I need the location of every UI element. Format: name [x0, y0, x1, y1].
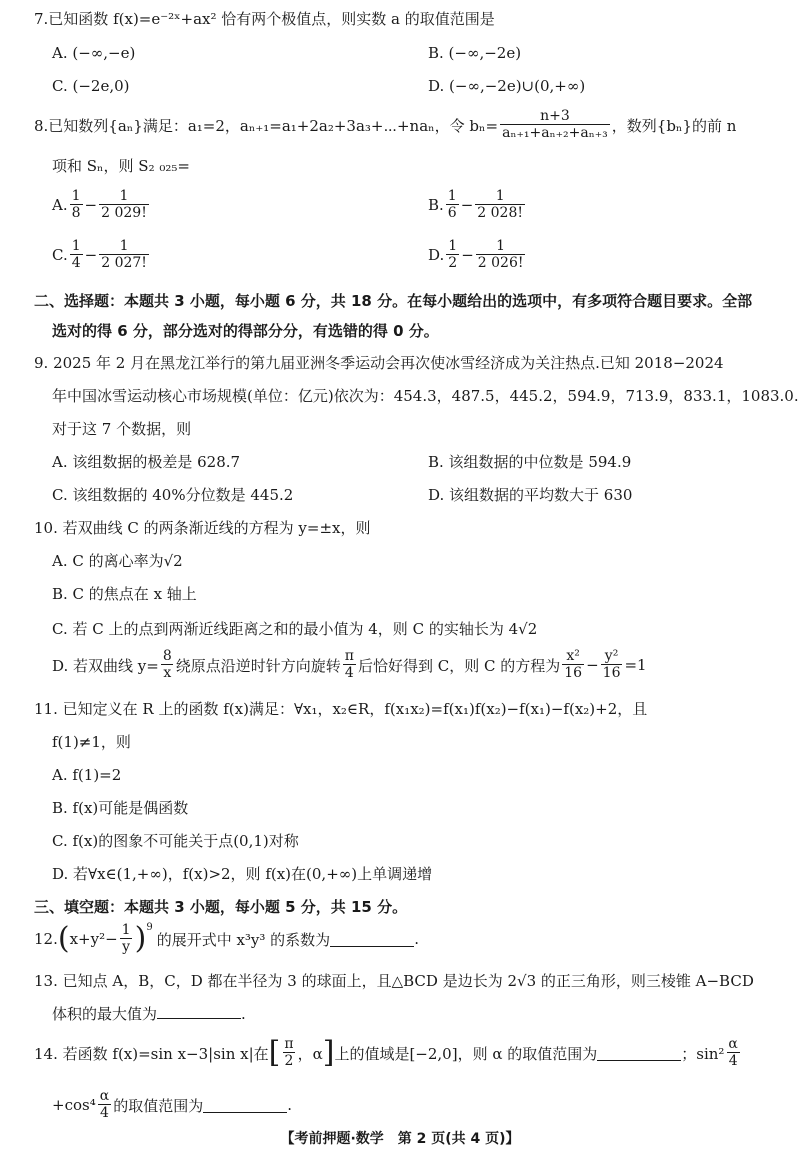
q9-option-b: B. 该组数据的中位数是 594.9 [428, 453, 632, 471]
frac-den: 2 029! [101, 205, 147, 221]
q9-option-a: A. 该组数据的极差是 628.7 [52, 453, 241, 471]
q8-option-d [428, 238, 527, 272]
fraction [446, 238, 459, 272]
frac-num: 1 [448, 238, 458, 254]
q8-stem-post: ，数列{bₙ}的前 n [611, 116, 737, 135]
q11-option-b: B. f(x)可能是偶函数 [52, 799, 189, 817]
answer-blank[interactable] [157, 1004, 241, 1019]
q10-option-b: B. C 的焦点在 x 轴上 [52, 585, 197, 603]
frac-num: 1 [119, 238, 129, 254]
option-label: D. [428, 246, 445, 264]
frac-num: 1 [447, 188, 457, 204]
paren-close: ) [134, 921, 147, 956]
frac-den: 2 028! [477, 205, 524, 221]
frac-den: 2 026! [477, 255, 524, 271]
q8-stem2: 项和 Sₙ，则 S₂ ₀₂₅= [52, 157, 190, 175]
q9-line3: 对于这 7 个数据，则 [52, 420, 192, 438]
frac-num: y² [604, 648, 619, 664]
q14-line1 [34, 1036, 742, 1070]
q9-option-d: D. 该组数据的平均数大于 630 [428, 486, 633, 504]
frac-den: 2 [448, 255, 458, 271]
fraction [601, 648, 623, 682]
q14-line2 [52, 1088, 292, 1122]
fraction [476, 238, 526, 272]
frac-den: 4 [71, 255, 81, 271]
q10-d-mid2: 后恰好得到 C，则 C 的方程为 [357, 656, 561, 675]
q8-option-c [52, 238, 151, 272]
q8-frac-den: aₙ₊₁+aₙ₊₂+aₙ₊₃ [502, 125, 608, 141]
answer-blank[interactable] [330, 932, 414, 947]
q10-d-mid: 绕原点沿逆时针方向旋转 [175, 656, 341, 675]
fraction [726, 1036, 739, 1070]
q11-line2: f(1)≠1，则 [52, 733, 131, 751]
q8-stem-pre: 8.已知数列{aₙ}满足：a₁=2，aₙ₊₁=a₁+2a₂+3a₃+⋯+naₙ，令 bₙ= [34, 116, 499, 135]
frac-num: 1 [121, 922, 131, 938]
frac-den: 4 [344, 665, 354, 681]
frac-num: 1 [495, 188, 505, 204]
q13-end: . [241, 1005, 246, 1023]
q14-semi: ；sin² [681, 1044, 725, 1063]
frac-den: 4 [728, 1053, 738, 1069]
fraction [70, 238, 83, 272]
section2-heading-cont: 选对的得 6 分，部分选对的得部分分，有选错的得 0 分。 [52, 322, 439, 340]
q7-stem: 7.已知函数 f(x)=e⁻²ˣ+ax² 恰有两个极值点，则实数 a 的取值范围是 [34, 10, 495, 28]
option-label: B. [428, 196, 444, 214]
q9-option-c: C. 该组数据的 40%分位数是 445.2 [52, 486, 294, 504]
frac-den: 2 027! [101, 255, 147, 271]
q14-line2-pre: +cos⁴ [52, 1096, 96, 1114]
frac-num: π [284, 1036, 294, 1052]
q14-end: . [287, 1096, 292, 1114]
fraction [120, 922, 133, 956]
fraction [70, 188, 83, 222]
q11-option-c: C. f(x)的图象不可能关于点(0,1)对称 [52, 832, 299, 850]
fraction [161, 648, 174, 682]
q7-option-c: C. (−2e,0) [52, 77, 130, 95]
frac-den: 8 [71, 205, 81, 221]
fraction [446, 188, 459, 222]
q12-number: 12. [34, 930, 58, 948]
q13-line1: 13. 已知点 A，B，C，D 都在半径为 3 的球面上，且△BCD 是边长为 2√3 的正三角形，则三棱锥 A−BCD [34, 972, 754, 990]
fraction [282, 1036, 295, 1070]
q7-option-a: A. (−∞,−e) [52, 44, 136, 62]
frac-den: y [122, 939, 131, 955]
frac-den: 2 [284, 1053, 294, 1069]
q8-stem [34, 108, 736, 142]
q10-d-pre: D. 若双曲线 y= [52, 656, 159, 675]
bracket-close: ] [322, 1035, 335, 1070]
option-label: C. [52, 246, 68, 264]
q9-line1: 9. 2025 年 2 月在黑龙江举行的第九届亚洲冬季运动会再次使冰雪经济成为关注热点.已知 2018−2024 [34, 354, 724, 372]
fraction [562, 648, 584, 682]
frac-den: 6 [447, 205, 457, 221]
q11-line1: 11. 已知定义在 R 上的函数 f(x)满足：∀x₁，x₂∈R，f(x₁x₂)=f(x₁)f(x₂)−f(x₁)−f(x₂)+2，且 [34, 700, 648, 718]
fraction [99, 238, 149, 272]
q7-option-b: B. (−∞,−2e) [428, 44, 522, 62]
section2-heading: 二、选择题：本题共 3 小题，每小题 6 分，共 18 分。在每小题给出的选项中，有多项符合题目要求。全部 [34, 292, 753, 310]
section3-heading: 三、填空题：本题共 3 小题，每小题 5 分，共 15 分。 [34, 898, 408, 916]
q9-line2: 年中国冰雪运动核心市场规模(单位：亿元)依次为：454.3，487.5，445.2，594.9，713.9，833.1，1083.0. [52, 387, 799, 405]
frac-num: x² [566, 648, 580, 664]
q13-line2-text: 体积的最大值为 [52, 1005, 158, 1023]
fraction [99, 188, 149, 222]
q14-pre: 14. 若函数 f(x)=sin x−3|sin x|在 [34, 1044, 269, 1063]
q10-option-c: C. 若 C 上的点到两渐近线距离之和的最小值为 4，则 C 的实轴长为 4√2 [52, 620, 538, 638]
minus: − [84, 246, 98, 264]
frac-num: π [344, 648, 354, 664]
fraction [343, 648, 356, 682]
frac-num: 8 [162, 648, 172, 664]
bracket-open: [ [268, 1035, 281, 1070]
q12-end: . [414, 930, 419, 948]
q14-post: 上的值域是[−2,0]，则 α 的取值范围为 [334, 1044, 598, 1063]
minus: − [84, 196, 98, 214]
q10-stem: 10. 若双曲线 C 的两条渐近线的方程为 y=±x，则 [34, 519, 371, 537]
q7-option-d: D. (−∞,−2e)∪(0,+∞) [428, 77, 586, 95]
frac-den: 16 [602, 665, 621, 681]
page-footer: 【考前押题·数学 第 2 页(共 4 页)】 [280, 1131, 520, 1147]
q12-exponent: 9 [146, 922, 153, 933]
frac-num: 1 [71, 238, 81, 254]
q12-expr: x+y²− [69, 930, 118, 948]
q10-option-a: A. C 的离心率为√2 [52, 552, 183, 570]
frac-den: 16 [564, 665, 583, 681]
answer-blank[interactable] [203, 1098, 287, 1113]
frac-num: 1 [71, 188, 81, 204]
q11-option-a: A. f(1)=2 [52, 766, 122, 784]
q8-option-a [52, 188, 151, 222]
fraction [98, 1088, 111, 1122]
option-label: A. [52, 196, 68, 214]
frac-den: x [163, 665, 172, 681]
q14-line2-post: 的取值范围为 [113, 1096, 204, 1115]
paren-open: ( [57, 921, 70, 956]
minus: − [461, 246, 474, 264]
frac-num: 1 [496, 238, 506, 254]
q10-d-end: =1 [624, 656, 647, 674]
q8-fraction [500, 108, 610, 142]
q13-line2 [52, 1003, 246, 1025]
frac-num: 1 [119, 188, 129, 204]
minus: − [586, 656, 599, 674]
q14-comma: ，α [297, 1044, 323, 1063]
frac-den: 4 [99, 1105, 109, 1121]
q11-option-d: D. 若∀x∈(1,+∞)，f(x)>2，则 f(x)在(0,+∞)上单调递增 [52, 865, 433, 883]
q10-option-d [52, 648, 647, 682]
q8-frac-num: n+3 [540, 108, 570, 124]
minus: − [460, 196, 474, 214]
q8-option-b [428, 188, 527, 222]
frac-num: α [728, 1036, 738, 1052]
fraction [475, 188, 525, 222]
q12-post: 的展开式中 x³y³ 的系数为 [156, 930, 331, 949]
q12-stem [34, 922, 419, 956]
answer-blank[interactable] [597, 1046, 681, 1061]
frac-num: α [99, 1088, 110, 1104]
